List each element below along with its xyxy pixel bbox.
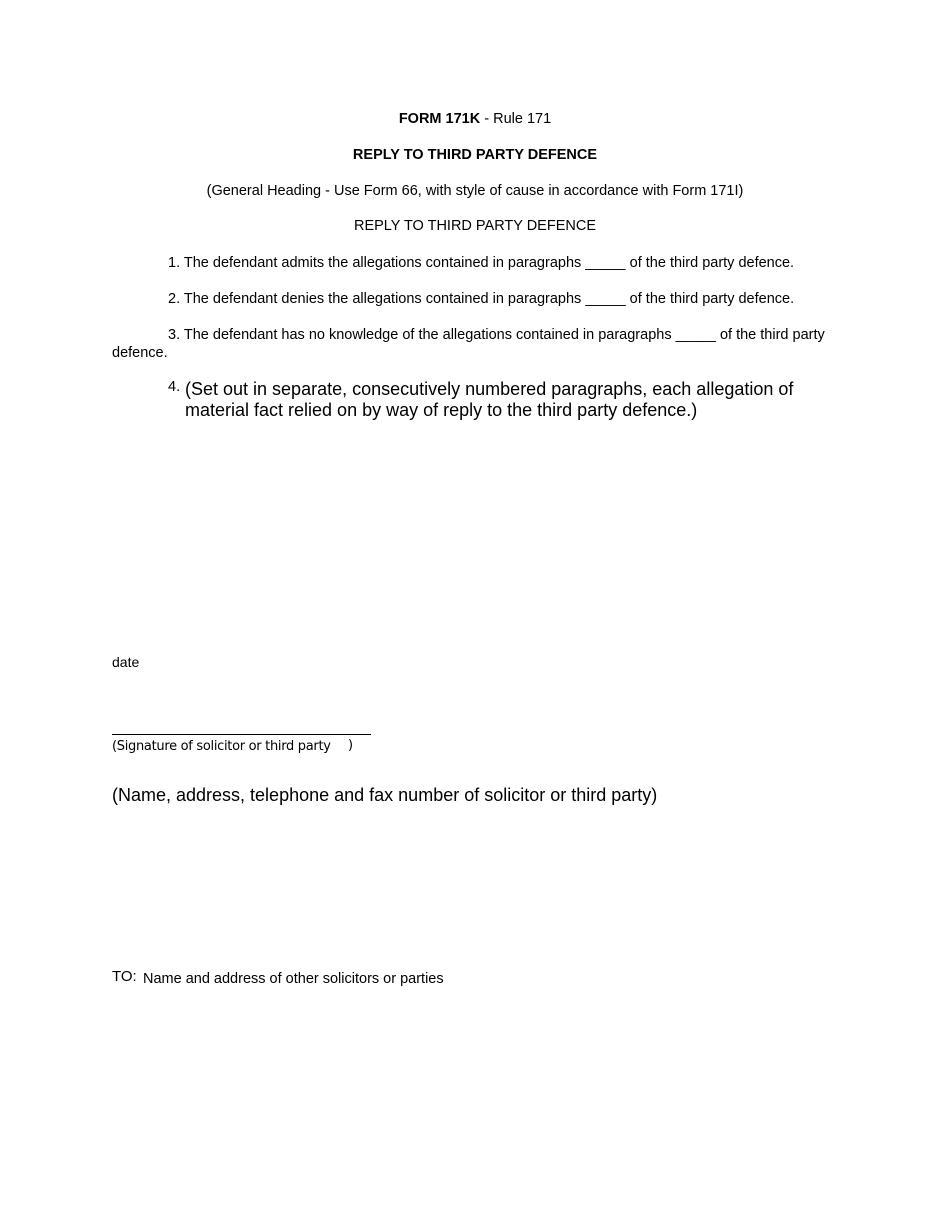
date-label: date: [112, 654, 140, 670]
paragraph-3: [112, 326, 842, 362]
signature-caption-close: ): [348, 738, 354, 753]
signature-caption: (Signature of solicitor or third party: [112, 739, 331, 754]
paragraph-4-number: 4.: [168, 379, 181, 395]
name-address-note: (Name, address, telephone and fax number of solicitor or third party): [112, 785, 658, 805]
paragraph-2: 2. The defendant denies the allegations contained in paragraphs _____ of the third party defence.: [168, 291, 795, 307]
paragraph-4-instruction: (Set out in separate, consecutively numbered paragraphs, each allegation of material fact relied on by way of reply to the third party defence.): [185, 379, 794, 420]
signature-line: [112, 734, 371, 735]
paragraph-3-text: 3. The defendant has no knowledge of the allegations contained in paragraphs _____ of the third party defence.: [112, 327, 825, 361]
form-heading: [0, 111, 950, 127]
rule-reference: - Rule 171: [480, 111, 552, 127]
general-heading-note: (General Heading - Use Form 66, with style of cause in accordance with Form 171I): [206, 183, 744, 199]
paragraph-1: 1. The defendant admits the allegations contained in paragraphs _____ of the third party defence.: [168, 255, 795, 271]
to-label: TO:: [112, 968, 137, 985]
form-number: FORM 171K: [398, 111, 481, 127]
form-title: REPLY TO THIRD PARTY DEFENCE: [352, 147, 598, 163]
to-addressee-note: Name and address of other solicitors or parties: [143, 971, 444, 987]
document-subtitle: REPLY TO THIRD PARTY DEFENCE: [353, 218, 596, 234]
